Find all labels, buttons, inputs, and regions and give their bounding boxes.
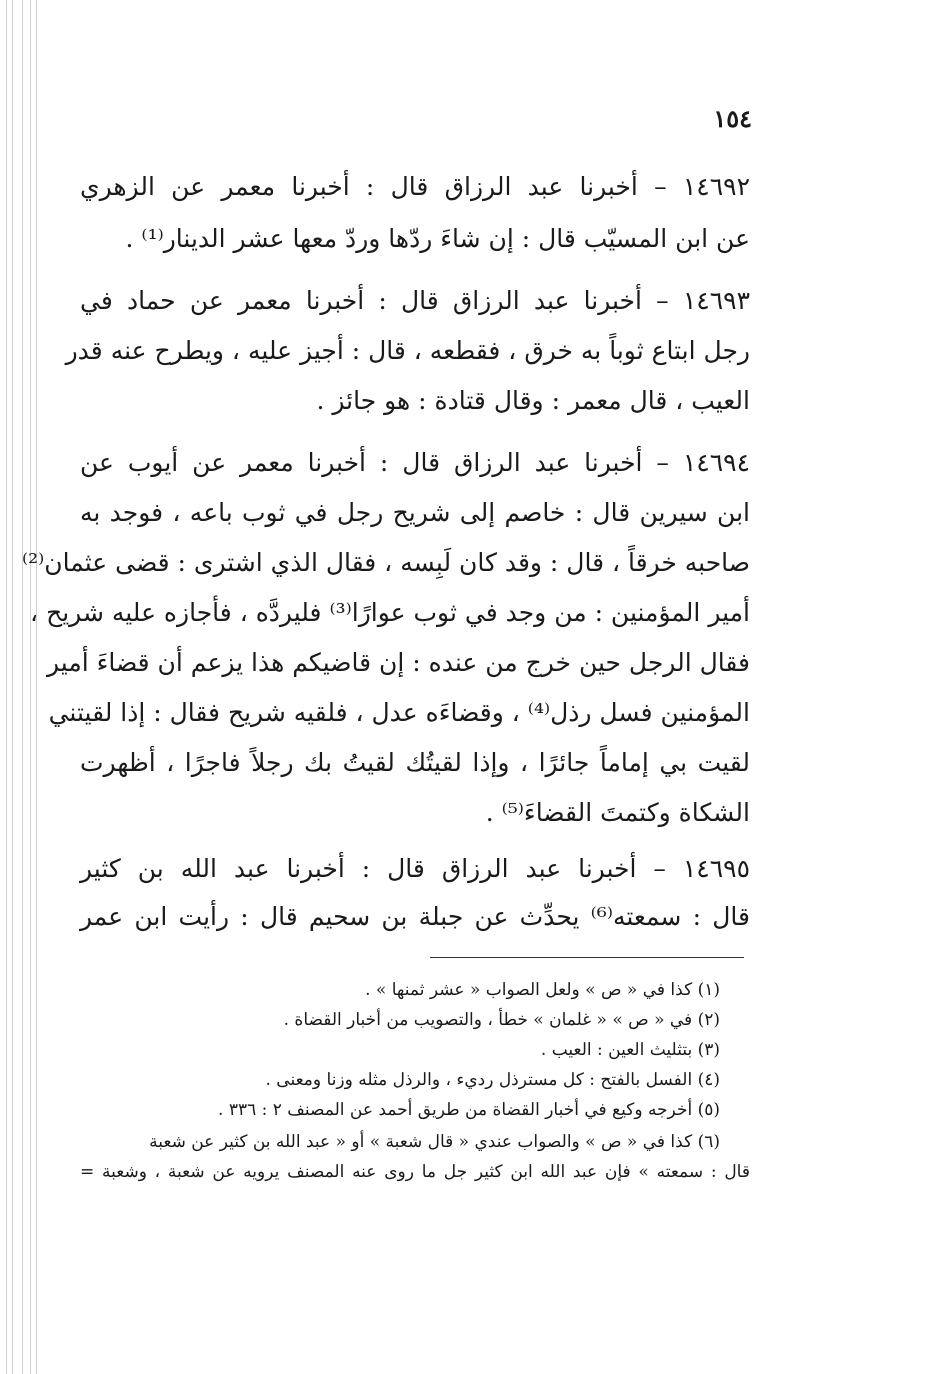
text-line: المؤمنين فسل رذل⁽⁴⁾ ، وقضاءَه عدل ، فلقيه شريح فقال : إذا لقيتني: [48, 698, 750, 727]
text-line: ١٤٦٩٣ – أخبرنا عبد الرزاق قال : أخبرنا معمر عن حماد في: [80, 286, 750, 315]
footnote: (٤) الفسل بالفتح : كل مسترذل رديء ، والرذل مثله وزنا ومعنى .: [265, 1070, 720, 1090]
text-line: ١٤٦٩٥ – أخبرنا عبد الرزاق قال : أخبرنا عبد الله بن كثير: [80, 854, 750, 883]
text-line: العيب ، قال معمر : وقال قتادة : هو جائز .: [316, 386, 750, 415]
text-line: أمير المؤمنين : من وجد في ثوب عوارًا⁽³⁾ فليردَّه ، فأجازه عليه شريح ،: [30, 598, 750, 627]
scan-edge-line: [6, 0, 7, 1374]
footnote: (٣) بتثليث العين : العيب .: [540, 1040, 720, 1060]
text-line: ابن سيرين قال : خاصم إلى شريح رجل في ثوب باعه ، فوجد به: [80, 498, 750, 527]
text-line: ١٤٦٩٢ – أخبرنا عبد الرزاق قال : أخبرنا معمر عن الزهري: [80, 172, 750, 201]
text-line: رجل ابتاع ثوباً به خرق ، فقطعه ، قال : أجيز عليه ، ويطرح عنه قدر: [65, 336, 750, 365]
text-line: عن ابن المسيّب قال : إن شاءَ ردّها وردّ معها عشر الدينار⁽¹⁾ .: [125, 224, 750, 253]
scan-edge-line: [22, 0, 23, 1374]
footnote: (٦) كذا في « ص » والصواب عندي « قال شعبة » أو « عبد الله بن كثير عن شعبة: [149, 1132, 720, 1152]
footnote: (٥) أخرجه وكيع في أخبار القضاة من طريق أحمد عن المصنف ٢ : ٣٣٦ .: [218, 1100, 720, 1120]
text-line: الشكاة وكتمتَ القضاءَ⁽⁵⁾ .: [485, 798, 750, 827]
footnote: (١) كذا في « ص » ولعل الصواب « عشر ثمنها » .: [365, 980, 720, 1000]
footnote-divider: [430, 957, 744, 958]
footnote-continuation: قال : سمعته » فإن عبد الله ابن كثير جل ما روى عنه المصنف يرويه عن شعبة ، وشعبة =: [80, 1162, 750, 1182]
scan-edge-line: [30, 0, 31, 1374]
text-line: صاحبه خرقاً ، قال : وقد كان لَبِسه ، فقال الذي اشترى : قضى عثمان⁽²⁾: [21, 548, 750, 577]
footnote: (٢) في « ص » « غلمان » خطأ ، والتصويب من أخبار القضاة .: [283, 1010, 720, 1030]
scan-edge-line: [12, 0, 13, 1374]
scan-edge-line: [36, 0, 37, 1374]
text-line: قال : سمعته⁽⁶⁾ يحدِّث عن جبلة بن سحيم قال : رأيت ابن عمر: [80, 902, 750, 931]
page-number: ١٥٤: [713, 104, 752, 133]
text-line: لقيت بي إماماً جائرًا ، وإذا لقيتُك لقيتُ بك رجلاً فاجرًا ، أظهرت: [80, 748, 750, 777]
scan-edge: [0, 0, 40, 1374]
text-line: فقال الرجل حين خرج من عنده : إن قاضيكم هذا يزعم أن قضاءَ أمير: [46, 648, 750, 677]
text-line: ١٤٦٩٤ – أخبرنا عبد الرزاق قال : أخبرنا معمر عن أيوب عن: [80, 448, 750, 477]
